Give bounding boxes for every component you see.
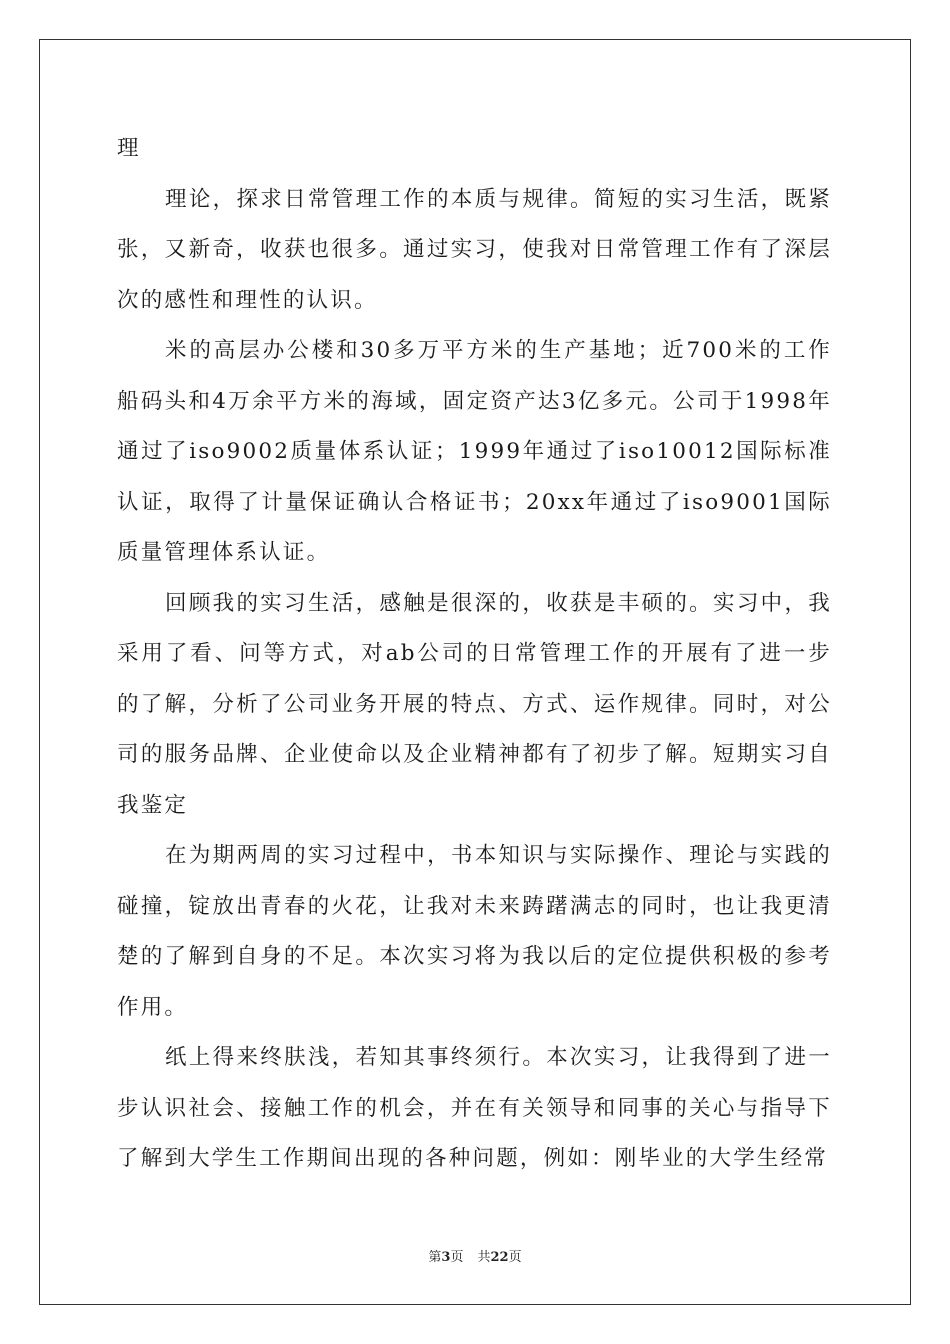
paragraph-3: 米的高层办公楼和30多万平方米的生产基地；近700米的工作船码头和4万余平方米的海域，固定资产达3亿多元。公司于1998年通过了iso9002质量体系认证；1999年通过了iso10012国际标准认证，取得了计量保证确认合格证书；20xx年通过了iso9001国际质量管理体系认证。 — [117, 338, 832, 565]
paragraph-5: 在为期两周的实习过程中，书本知识与实际操作、理论与实践的碰撞，锭放出青春的火花，让我对未来踌躇满志的同时，也让我更清楚的了解到自身的不足。本次实习将为我以后的定位提供积极的参考作用。 — [117, 843, 832, 1020]
page-label-prefix: 第 — [428, 1250, 442, 1265]
page-number: 3 — [441, 1250, 451, 1265]
paragraph-2: 理论，探求日常管理工作的本质与规律。简短的实习生活，既紧张，又新奇，收获也很多。通过实习，使我对日常管理工作有了深层次的感性和理性的认识。 — [117, 186, 832, 313]
total-label-suffix: 页 — [508, 1250, 522, 1265]
page-label-suffix: 页 — [450, 1250, 464, 1265]
paragraph-6: 纸上得来终肤浅，若知其事终须行。本次实习，让我得到了进一步认识社会、接触工作的机会，并在有关领导和同事的关心与指导下了解到大学生工作期间出现的各种问题，例如：刚毕业的大学生经常 — [117, 1045, 832, 1171]
total-pages: 22 — [490, 1250, 509, 1265]
document-body — [117, 124, 832, 1185]
total-label-prefix: 共 — [477, 1250, 491, 1265]
paragraph-4: 回顾我的实习生活，感触是很深的，收获是丰硕的。实习中，我采用了看、问等方式，对ab公司的日常管理工作的开展有了进一步的了解，分析了公司业务开展的特点、方式、运作规律。同时，对公司的服务品牌、企业使命以及企业精神都有了初步了解。短期实习自我鉴定 — [117, 590, 832, 818]
paragraph-1: 理 — [117, 136, 141, 161]
page-footer — [0, 1246, 950, 1265]
